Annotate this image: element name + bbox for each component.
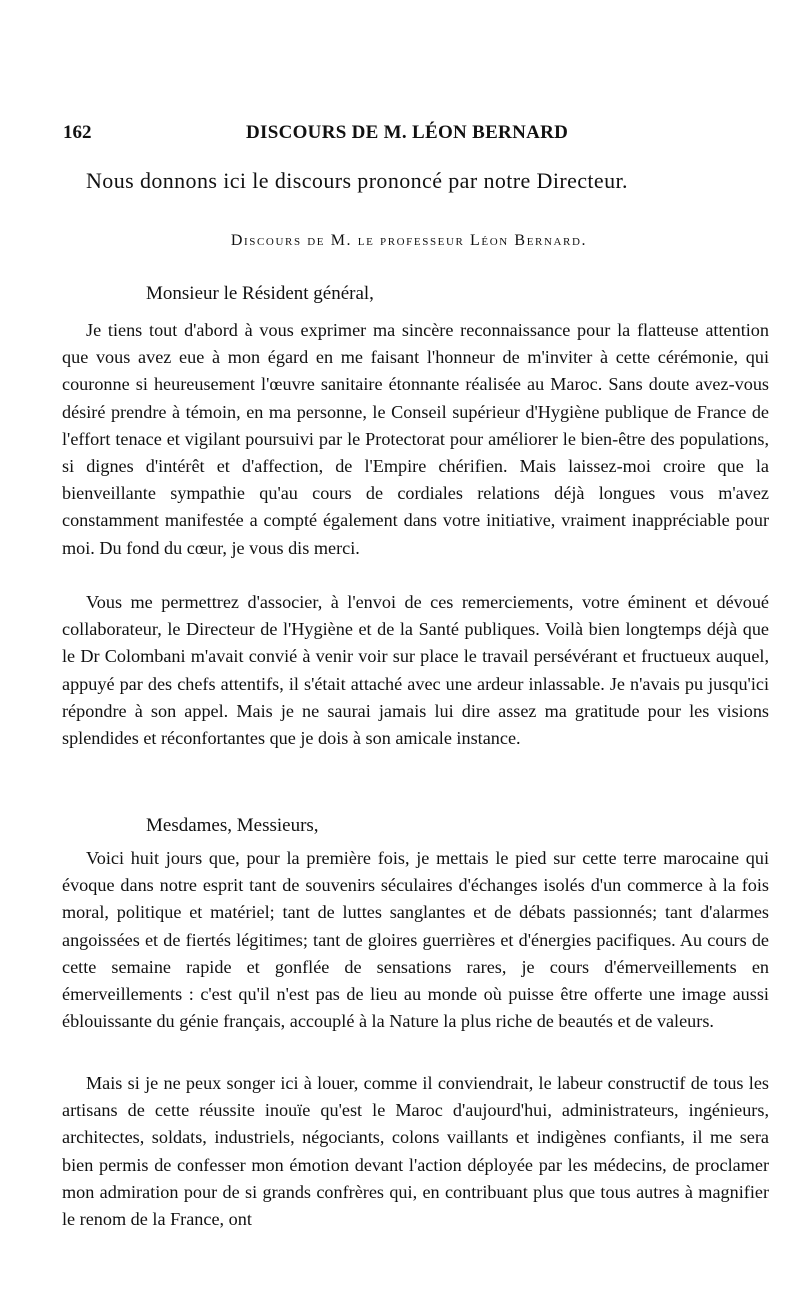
salutation-audience: Mesdames, Messieurs, [146,815,319,836]
paragraph: Mais si je ne peux songer ici à louer, comme il conviendrait, le labeur constructif de tous les artisans de cette réussite inouïe qu'est le Maroc d'aujourd'hui, administrateurs, ingénieurs, architectes, soldats, industriels, négociants, colons vaillants et indigènes confiants, il me sera bien permis de confesser mon émotion devant l'action déployée par les médecins, de proclamer mon admiration pour de si grands confrères qui, en contribuant plus que tous autres à magnifier le renom de la France, ont [62,1073,769,1230]
intro-line: Nous donnons ici le discours prononcé par notre Directeur. [86,168,628,193]
page-header [63,122,770,148]
speech-title: Discours de M. le professeur Léon Bernard. [230,232,588,249]
paragraph: Voici huit jours que, pour la première fois, je mettais le pied sur cette terre marocaine qui évoque dans notre esprit tant de souvenirs séculaires d'échanges isolés d'un commerce à la fois moral, politique et matériel; tant de luttes sanglantes et de débats passionnés; tant d'alarmes angoissées et de fiertés légitimes; tant de gloires guerrières et d'énergies pacifiques. Au cours de cette semaine rapide et gonflée de sensations rares, je cours d'émerveillements en émerveillements : c'est qu'il n'est pas de lieu au monde où puisse être offerte une image aussi éblouissante du génie français, accouplé à la Nature la plus riche de beautés et de valeurs. [62,848,769,1032]
paragraph: Vous me permettrez d'associer, à l'envoi de ces remerciements, votre éminent et dévoué collaborateur, le Directeur de l'Hygiène et de la Santé publiques. Voilà bien longtemps déjà que le Dr Colombani m'avait convié à venir voir sur place le travail persévérant et fructueux auquel, appuyé par des chefs attentifs, il s'était attaché avec une ardeur inlassable. Je n'avais pu jusqu'ici répondre à son appel. Mais je ne saurai jamais lui dire assez ma gratitude pour les visions splendides et réconfortantes que je dois à son amicale instance. [62,592,769,749]
page-number: 162 [63,122,92,143]
paragraph: Je tiens tout d'abord à vous exprimer ma sincère reconnaissance pour la flatteuse attention que vous avez eue à mon égard en me faisant l'honneur de m'inviter à cette cérémonie, qui couronne si heureusement l'œuvre sanitaire étonnante réalisée au Maroc. Sans doute avez-vous désiré prendre à témoin, en ma personne, le Conseil supérieur d'Hygiène publique de France de l'effort tenace et vigilant poursuivi par le Protectorat pour améliorer le bien-être des populations, si dignes d'intérêt et d'affection, de l'Empire chérifien. Mais laissez-moi croire que la bienveillante sympathie qu'au cours de cordiales relations déjà longues vous m'avez constamment manifestée a compté également dans votre initiative, vraiment inappréciable pour moi. Du fond du cœur, je vous dis merci. [62,320,769,558]
running-title: DISCOURS DE M. LÉON BERNARD [246,122,569,143]
salutation-resident: Monsieur le Résident général, [146,283,374,304]
